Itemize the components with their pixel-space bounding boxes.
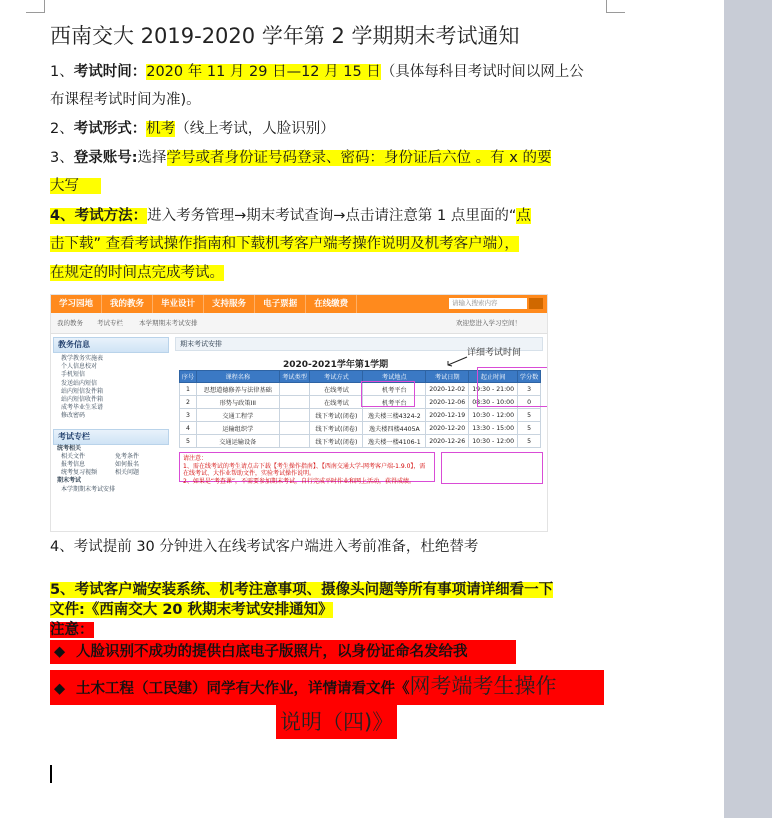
table-cell: 线下考试(闭卷) <box>310 435 363 448</box>
note-label: 注意： <box>50 622 94 638</box>
note-label-line <box>50 618 94 642</box>
table-row <box>180 409 541 422</box>
item-number: 3、 <box>50 150 74 166</box>
notice-box-right <box>441 452 543 484</box>
sidebar-item[interactable]: 个人信息校对 <box>61 363 98 371</box>
item-method <box>50 204 531 228</box>
notice-line: 1、需在线考试的考生请点击下载【考生操作指南】、【西南交通大学-网考客户端-1.9.0】，需在线考试、大作业帮助文件，实验考试操作说明。 <box>183 462 426 478</box>
item-exam-form <box>50 117 335 141</box>
item-text: （线上考试，人脸识别） <box>175 121 335 137</box>
note-document-name: 网考端考生操作 <box>409 674 557 698</box>
nav-item[interactable]: 毕业设计 <box>153 295 204 313</box>
document-title: 西南交大 2019-2020 学年第 2 学期期末考试通知 <box>50 24 520 48</box>
breadcrumb-item[interactable]: 我的教务 <box>57 319 83 327</box>
item-text-highlight: 在规定的时间点完成考试。 <box>50 265 224 281</box>
table-cell <box>279 383 310 396</box>
table-cell: 在线考试 <box>310 383 363 396</box>
table-cell: 2020-12-06 <box>426 396 469 409</box>
table-cell <box>279 435 310 448</box>
table-cell: 3 <box>518 383 541 396</box>
item-early-entry: 4、考试提前 30 分钟进入在线考试客户端进入考前准备，杜绝替考 <box>50 539 479 555</box>
column-header: 起止时间 <box>469 371 518 383</box>
sidebar-section: 统考相关 <box>57 444 82 452</box>
sidebar-item[interactable]: 免考条件 <box>115 452 140 460</box>
exam-time-value: 2020 年 11 月 29 日—12 月 15 日 <box>146 64 381 80</box>
annotation-text: 详细考试时间 <box>467 348 522 358</box>
table-cell: 2020-12-20 <box>426 422 469 435</box>
table-cell: 2020-12-02 <box>426 383 469 396</box>
table-cell: 4 <box>180 422 197 435</box>
item-text-highlight: 击下载” 查看考试操作指南和下载机考客户端考操作说明及机考客户端）， <box>50 236 519 252</box>
item-exam-time-cont: 布课程考试时间为准)。 <box>50 92 201 108</box>
nav-item[interactable]: 在线缴费 <box>306 295 357 313</box>
item-method-line3 <box>50 261 224 285</box>
table-cell: 08:30 - 10:00 <box>469 396 518 409</box>
table-cell: 逸夫楼四楼4405A <box>363 422 426 435</box>
nav-item[interactable]: 支持服务 <box>204 295 255 313</box>
breadcrumb-item[interactable]: 本学期期末考试安排 <box>139 319 198 327</box>
table-cell: 在线考试 <box>310 396 363 409</box>
portal-main <box>175 337 543 527</box>
table-cell: 5 <box>518 409 541 422</box>
note-text: 土木工程（工民建）同学有大作业，详情请看文件《 <box>76 681 410 697</box>
column-header: 序号 <box>180 371 197 383</box>
item-login <box>50 146 551 170</box>
column-header: 考试地点 <box>363 371 426 383</box>
column-header: 考试方式 <box>310 371 363 383</box>
table-cell: 线下考试(闭卷) <box>310 409 363 422</box>
breadcrumb-item[interactable]: 考试专栏 <box>97 319 123 327</box>
item-text-highlight: 5、考试客户端安装系统、机考注意事项、摄像头问题等所有事项请详细看一下 <box>50 582 554 598</box>
table-cell <box>279 396 310 409</box>
item-method-line2 <box>50 232 519 256</box>
table-cell: 10:30 - 12:00 <box>469 409 518 422</box>
item-text: （具体每科目考试时间以网上公 <box>380 64 584 80</box>
table-cell: 10:30 - 12:00 <box>469 435 518 448</box>
note-item <box>50 640 516 664</box>
annotation-arrow-icon <box>445 355 469 367</box>
breadcrumb <box>51 313 547 334</box>
embedded-screenshot <box>50 294 548 532</box>
sidebar-item[interactable]: 本学期期末考试安排 <box>61 485 116 493</box>
portal-sidebar <box>53 337 169 527</box>
crop-mark-right <box>606 0 625 13</box>
table-cell: 逸夫楼一楼4106-1 <box>363 435 426 448</box>
diamond-bullet-icon: ◆ <box>54 644 66 660</box>
column-header: 考试日期 <box>426 371 469 383</box>
sidebar-item[interactable]: 成考毕业生采谱 <box>61 404 104 412</box>
notice-line: 2、如果是“考查课”，不需要参加期末考试，自行完成平时作业和网上活动，获得成绩。 <box>183 477 416 485</box>
sidebar-title: 考试专栏 <box>53 429 169 445</box>
notice-box <box>179 452 435 485</box>
sidebar-item[interactable]: 站内短信发件箱 <box>61 387 104 395</box>
item-number: 2、 <box>50 121 74 137</box>
sidebar-item[interactable]: 相关文件 <box>61 452 86 460</box>
highlight-box <box>361 381 415 407</box>
column-header: 课程名称 <box>196 371 279 383</box>
table-cell: 2 <box>180 396 197 409</box>
panel-title: 期末考试安排 <box>175 337 543 351</box>
table-cell: 5 <box>518 422 541 435</box>
table-cell <box>279 409 310 422</box>
table-title: 2020-2021学年第1学期 <box>283 360 389 370</box>
portal-search-input[interactable]: 请输入搜索内容 <box>449 298 527 309</box>
table-cell <box>279 422 310 435</box>
welcome-text: 欢迎您进入学习空间！ <box>456 319 521 327</box>
sidebar-section: 期末考试 <box>57 477 82 485</box>
table-cell: 运输组织学 <box>196 422 279 435</box>
table-cell: 交通工程学 <box>196 409 279 422</box>
table-cell: 机考平台 <box>363 383 426 396</box>
item-label: 考试形式： <box>73 121 147 137</box>
sidebar-item[interactable]: 报考信息 <box>61 461 86 469</box>
text-cursor <box>50 765 52 783</box>
note-text: 人脸识别不成功的提供白底电子版照片，以身份证命名发给我 <box>76 644 468 660</box>
table-cell: 逸夫楼三楼4324-2 <box>363 409 426 422</box>
nav-item[interactable]: 我的教务 <box>102 295 153 313</box>
table-cell: 3 <box>180 409 197 422</box>
sidebar-item[interactable]: 统考复习视频 <box>61 469 98 477</box>
note-item <box>50 670 604 705</box>
item-label: 考试时间： <box>73 64 147 80</box>
notice-document-link[interactable]: 文件:《西南交大 20 秋期末考试安排通知》 <box>50 602 333 618</box>
table-row <box>180 422 541 435</box>
table-row <box>180 435 541 448</box>
table-cell: 2020-12-19 <box>426 409 469 422</box>
table-cell: 思想道德修养与法律基础 <box>196 383 279 396</box>
table-cell: 交通运输设备 <box>196 435 279 448</box>
login-value: 学号或者身份证号码登录、密码：身份证后六位 。有 x 的要 <box>166 150 552 166</box>
column-header: 学分数 <box>518 371 541 383</box>
column-header: 考试类型 <box>279 371 310 383</box>
search-icon[interactable] <box>529 298 543 309</box>
item-number: 1、 <box>50 64 74 80</box>
item-label: 登录账号: <box>73 150 138 166</box>
table-cell: 5 <box>180 435 197 448</box>
editor-gutter <box>724 0 772 818</box>
sidebar-item[interactable]: 发送站内短信 <box>61 379 98 387</box>
table-cell: 2020-12-26 <box>426 435 469 448</box>
nav-item[interactable]: 学习园地 <box>51 295 102 313</box>
diamond-bullet-icon: ◆ <box>54 681 66 697</box>
table-cell: 形势与政策III <box>196 396 279 409</box>
note-document-name-cont: 说明（四)》 <box>276 705 397 739</box>
login-value-cont: 大写 <box>50 178 101 194</box>
sidebar-item[interactable]: 修改密码 <box>61 412 86 420</box>
item-login-cont <box>50 174 101 198</box>
item-text: 选择 <box>137 150 167 166</box>
crop-mark-left <box>26 0 45 13</box>
sidebar-item[interactable]: 手机短信 <box>61 371 86 379</box>
sidebar-item[interactable]: 相关问题 <box>115 469 140 477</box>
table-cell: 线下考试(闭卷) <box>310 422 363 435</box>
item-text-highlight: 点 <box>516 208 531 224</box>
exam-form-value: 机考 <box>146 121 176 137</box>
sidebar-item[interactable]: 站内短信收件箱 <box>61 396 104 404</box>
table-cell: 19:30 - 21:00 <box>469 383 518 396</box>
sidebar-item[interactable]: 如何报名 <box>115 461 140 469</box>
table-cell: 13:30 - 15:00 <box>469 422 518 435</box>
item-label: 4、考试方法： <box>50 208 148 224</box>
table-cell: 机考平台 <box>363 396 426 409</box>
item-text: 进入考务管理→期末考试查询→点击请注意第 1 点里面的“ <box>147 208 517 224</box>
note-item-cont <box>276 705 397 742</box>
table-cell: 0 <box>518 396 541 409</box>
sidebar-item[interactable]: 教学教务实施表 <box>61 355 104 362</box>
notice-title: 请注意： <box>183 455 208 462</box>
item-exam-time <box>50 60 584 84</box>
highlight-box <box>477 367 548 407</box>
table-cell: 1 <box>180 383 197 396</box>
table-cell: 5 <box>518 435 541 448</box>
nav-item[interactable]: 电子票据 <box>255 295 306 313</box>
sidebar-title: 教务信息 <box>53 337 169 353</box>
